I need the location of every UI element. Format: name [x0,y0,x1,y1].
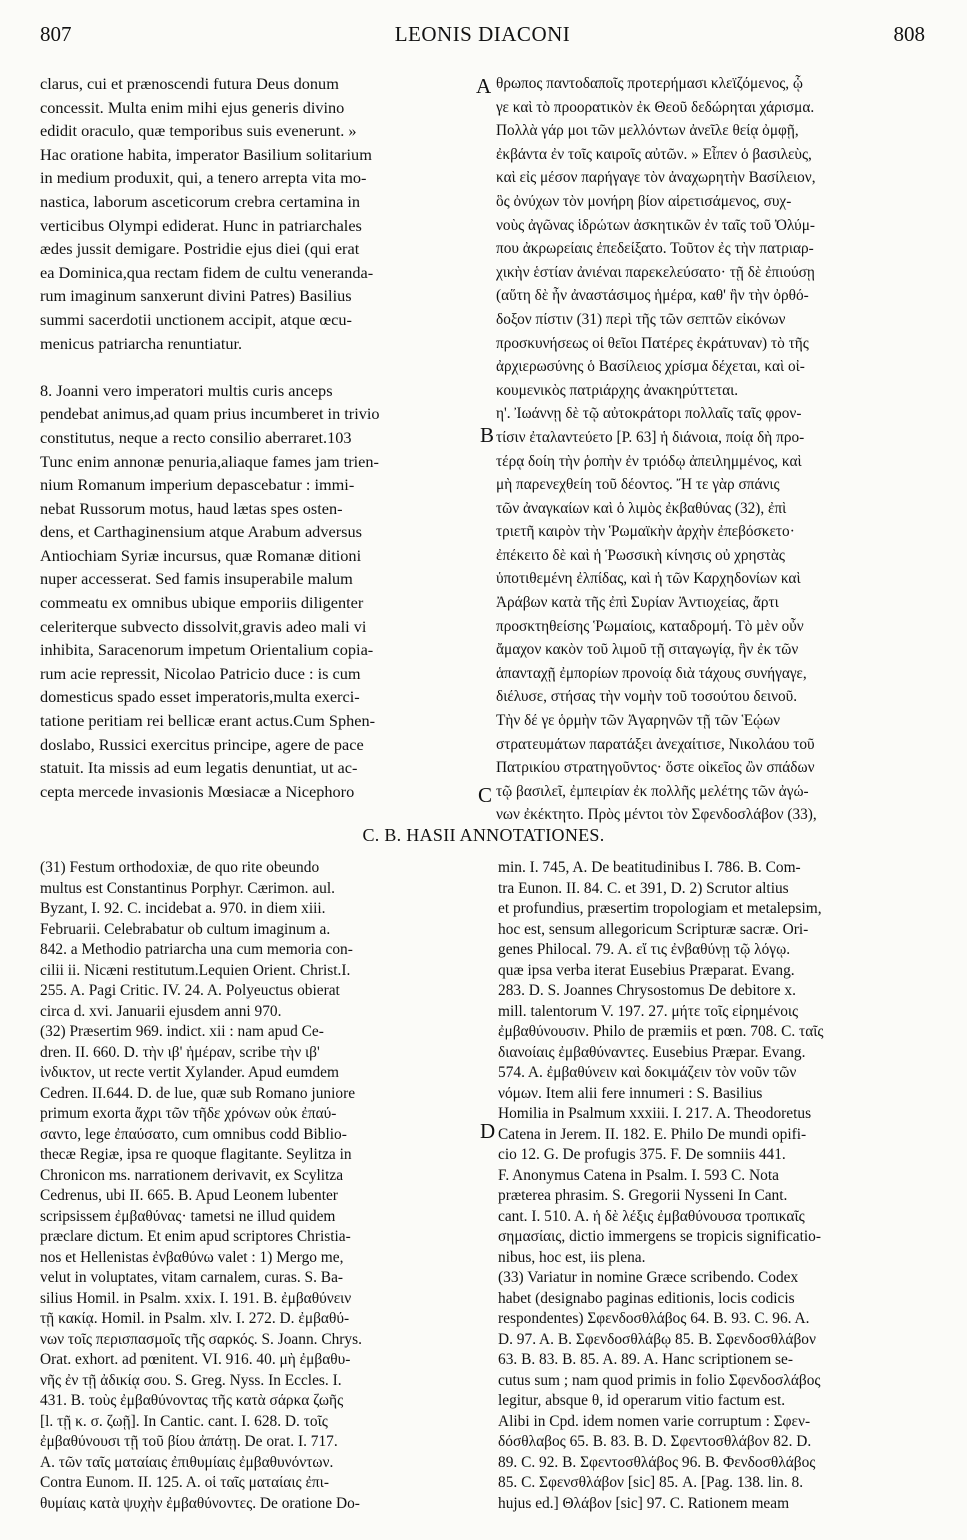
annotation-line: (31) Festum orthodoxiæ, de quo rite obeundo [40,859,320,876]
annotation-line: νων τοῖς περισπασμοῖς τῆς σαρκός. S. Joann. Chrys. [40,1330,362,1348]
annotation-line: νόμων. Item alii fere innumeri : S. Basilius [498,1084,763,1102]
annotation-line: respondentes) Σφενδοσθλάβος 64. B. 93. C. 96. A. [498,1310,810,1327]
annotations-left-column [40,858,468,1514]
greek-text-line: προσκυνήσεως οἱ θεῖοι Πατέρες ἐκράτυναν) τὸ τῆς [496,334,809,352]
greek-text-line: Ἀράβων κατὰ τῆς ἐπὶ Συρίαν Ἀντιοχείας, ἄρτι [496,594,779,612]
section-marker-a: A [476,74,492,98]
annotation-line: silius Homil. in Psalm. xxix. I. 191. B. ἐμβαθύνειν [40,1289,352,1307]
latin-text-line: cepta mercede invasionis Mœsiacæ a Nicephoro [40,781,355,801]
annotation-line: circa d. xvi. Januarii ejusdem anni 970. [40,1002,282,1020]
annotation-line: hujus ed.] Θλάβον [sic] 97. C. Rationem meam [498,1494,790,1512]
greek-text-line: Πατρικίου στρατηγοῦντος· ὅστε οἰκεῖος ὢν σπάδων [496,759,815,777]
latin-text-line: Antiochiam Syriæ incursus, quæ Romanæ ditioni [40,545,362,565]
annotation-line: Orat. exhort. ad pœnitent. VI. 916. 40. μὴ ἐμβαθυ- [40,1351,351,1368]
section-marker-b: B [480,423,495,447]
latin-text-line: rum imaginum sanxerunt divini Patres) Basilius [40,286,352,306]
greek-text-line: τέρᾳ δοίη τὴν ῥοπὴν ἐν τριόδῳ ἀπειλημμένος, καὶ [496,452,802,470]
latin-text-line: verticibus Olympi ediderat. Hunc in patriarchales [40,215,362,235]
annotation-line: σημασίαις, dictio immergens se tropicis significatio- [498,1228,821,1245]
annotation-line: Contra Eunom. II. 125. A. οἱ ταῖς ματαίαις ἐπι- [40,1474,329,1491]
greek-text-line: χικὴν ἑστίαν ἀνιέναι παρεκελεύσατο· τῇ δὲ ἐπιούσῃ [496,263,815,281]
page-number-left: 807 [40,22,72,46]
annotation-line: διανοίαις ἐμβαθύναντες. Eusebius Præpar. Evang. [498,1043,806,1061]
latin-text-line: commeatu ex omnibus ubique emporiis diligenter [40,593,364,613]
annotation-line: D. 97. A. B. Σφενδοσθλάβῳ 85. B. Σφενδοσθλάβον [498,1330,816,1348]
latin-text-line: celeriterque subvecto dissolvit,gravis adeo mali vi [40,616,367,636]
annotation-line: F. Anonymus Catena in Psalm. I. 593 C. Nota [498,1166,779,1184]
annotation-line: (33) Variatur in nomine Græce scribendo. Codex [498,1269,799,1286]
annotation-line: primum exorta ἄχρι τῶν τῆδε χρόνων οὐκ ἐπαύ- [40,1105,337,1122]
annotation-line: et profundius, præsertim tropologiam et metalepsim, [498,900,822,917]
latin-text-line: statuit. Ita missis ad eum legatis denuntiat, ut ac- [40,758,358,778]
latin-text-line: Hac oratione habita, imperator Basilium solitarium [40,144,372,164]
section-marker-c: C [478,783,493,807]
greek-text-line: θρωπος παντοδαποῖς προτερήμασι κλεϊζόμενος, ᾧ [496,75,803,92]
latin-text-line: domesticus spado esset imperatoris,multa exerci- [40,687,360,707]
greek-text-line: Πολλὰ γάρ μοι τῶν μελλόντων ἀνεῖλε θείᾳ ὀμφῇ, [496,122,799,140]
annotation-line: Chronicon ms. narrationem derivavit, ex Scylitza [40,1166,344,1184]
greek-text-line: ἐκβάντα ἐν τοῖς καιροῖς αὐτῶν. » Εἶπεν ὁ βασιλεὺς, [496,145,812,163]
greek-text-line: διέλυσε, στήσας τὴν νομὴν τοῦ τοσούτου δεινοῦ. [496,688,798,706]
annotation-line: cant. I. 510. A. ἡ δὲ λέξις ἐμβαθύνουσα τροπικαῖς [498,1207,805,1225]
greek-text-line: ἄμαχον κακὸν τοῦ λιμοῦ τῇ σιταγωγίᾳ, ἣν ἐκ τῶν [496,641,799,659]
annotation-line: legitur, absque θ, id operarum vitio factum est. [498,1392,786,1409]
latin-text-line: dens, et Carthaginensium atque Arabum adversus [40,522,362,542]
greek-text-line: μὴ παρενεχθείη τοῦ δέοντος. Ἤ τε γὰρ σπάνις [496,476,780,494]
annotation-line: Cedren. II.644. D. de lue, quæ sub Romano juniore [40,1084,356,1102]
latin-text-line: edidit oraculo, quæ temporibus suis evenerunt. » [40,121,357,141]
annotation-line: scripsissem ἐμβαθύνας· tametsi ne illud quidem [40,1207,336,1225]
annotation-line: mill. talentorum V. 197. 27. μήτε τοῖς εἰρημένοις [498,1002,799,1020]
greek-text-line: τῷ βασιλεῖ, ἐμπειρίαν ἐκ πολλῆς μελέτης τῶν ἀγώ- [496,782,809,800]
annotation-line: ἰνδικτον, ut recte vertit Xylander. Apud eumdem [40,1064,339,1081]
section-marker-d: D [480,1119,496,1143]
latin-text-line: nastica, laborum asceticorum crebra certamina in [40,191,361,211]
annotations-heading: C. B. HASII ANNOTATIONES. [362,825,605,845]
latin-text-line: 8. Joanni vero imperatori multis curis anceps [40,380,333,400]
greek-text-line: τριετῆ καιρὸν τὴν Ῥωμαϊκὴν ἀρχὴν ἐπεβόσκετο· [496,523,795,541]
latin-text-line: nebat Russorum motus, haud lætas spes osten- [40,498,343,518]
annotation-line: δόσθλαβος 65. B. 83. B. D. Σφεντοσθλάβον 82. D. [498,1433,812,1450]
latin-text-line: Tunc enim annonæ penuria,aliaque fames jam trien- [40,451,379,471]
annotation-line: genes Philocal. 79. A. εἴ τις ἐνβαθύνῃ τῷ λόγῳ. [498,941,791,958]
greek-text-line: ὑποτιθεμένη ἐλπίδας, καὶ ἡ τῶν Καρχηδονίων καὶ [496,570,801,588]
greek-text-line: κουμενικὸς πατριάρχης ἀνακηρύττεται. [496,381,739,399]
annotation-line: 255. A. Pagi Critic. IV. 24. A. Polyeuctus obierat [40,982,340,999]
annotation-line: Februarii. Celebrabatur ob cultum imaginum a. [40,920,331,938]
latin-text-line: menicus patriarcha renuntiatur. [40,333,243,353]
annotation-line: (32) Præsertim 969. indict. xii : nam apud Ce- [40,1023,324,1040]
annotation-line: 283. D. S. Joannes Chrysostomus De debitore x. [498,982,796,999]
annotation-line: tra Eunon. II. 84. C. et 391, D. 2) Scrutor altius [498,879,789,897]
latin-text-line: ædes jussit demigare. Postridie ejus diei (qui erat [40,239,360,259]
annotation-line: cilii ii. Nicæni restitutum.Lequien Orient. Christ.I. [40,961,351,979]
annotation-line: dren. II. 660. D. τὴν ιβ' ἡμέραν, scribe τὴν ιβ' [40,1043,320,1061]
latin-text-line: constitutus, neque a recto consilio aberraret.103 [40,427,352,447]
annotation-line: Homilia in Psalmum xxxiii. I. 217. A. Theodoretus [498,1105,812,1122]
greek-text-line: τίσιν ἐταλαντεύετο [P. 63] ἡ διάνοια, ποίᾳ δὴ προ- [496,428,805,446]
greek-text-line: δοξον πίστιν (31) περὶ τῆς τῶν σεπτῶν εἰκόνων [496,310,786,328]
greek-text-line: Τὴν δέ γε ὁρμὴν τῶν Ἀγαρηνῶν τῇ τῶν Ἑῴων [496,712,781,730]
latin-text-line: pendebat animus,ad quam prius incumberet in trivio [40,404,380,424]
annotation-line: habet (designabo paginas editionis, locis codicis [498,1289,795,1307]
annotation-line: θυμίαις κατὰ ψυχὴν ἐμβαθύνοντες. De oratione Do- [40,1494,360,1512]
greek-text-line: γε καὶ τὸ προορατικὸν ἐκ Θεοῦ δεδώρηται χάρισμα. [496,98,815,116]
greek-text-line: τῶν ἀναγκαίων καὶ ὁ λιμὸς ἐκβαθύνας (32), ἐπὶ [496,499,787,517]
running-header [40,22,925,52]
latin-text-line: in medium produxit, qui, a tenero arrepta vita mo- [40,168,367,188]
annotation-line: hoc est, sensum allegoricum Scripturæ sacræ. Ori- [498,920,809,938]
annotation-line: ἐμβαθύνουσι τῇ τοῦ βίου ἀπάτῃ. De orat. I. 717. [40,1433,338,1450]
annotation-line: nibus, hoc est, iis plena. [498,1248,646,1266]
annotation-line: Catena in Jerem. II. 182. E. Philo De mundi opifi- [498,1125,807,1143]
annotation-line: nos et Hellenistas ἐνβαθύνω valet : 1) Mergo me, [40,1248,344,1266]
greek-text-line: ἀρχιερωσύνης ὁ Βασίλειος χρίσμα δέχεται, καὶ οἰ- [496,358,805,376]
annotation-line: quæ ipsa verba iterat Eusebius Præparat. Evang. [498,961,795,979]
greek-text-line: ἐπέκειτο δὲ καὶ ἡ Ῥωσσικὴ κίνησις οὐ χρηστὰς [496,546,785,564]
annotation-line: [l. τῇ κ. σ. ζωῇ]. In Cantic. cant. I. 628. D. τοῖς [40,1412,328,1430]
annotation-line: 89. C. 92. B. Σφεντοσθλάβος 96. B. Φενδοσθλάβος [498,1453,816,1471]
annotation-line: Cedrenus, ubi II. 665. B. Apud Leonem lubenter [40,1187,338,1204]
latin-text-line: doslabo, Russici exercitus principe, agere de pace [40,734,364,754]
latin-text-line: summi sacerdotii unctionem accipit, atque œcu- [40,309,352,329]
annotation-line: velut in voluptates, vitam carnalem, curas. S. Ba- [40,1269,344,1286]
annotation-line: νῆς ἐν τῇ ἀδικίᾳ σου. S. Greg. Nyss. In Eccles. I. [40,1371,342,1389]
annotation-line: ἐμβαθύνουσιν. Philo de præmiis et pœn. 708. C. ταῖς [498,1023,824,1040]
annotation-line: multus est Constantinus Porphyr. Cærimon. aul. [40,879,335,897]
latin-text-line: clarus, cui et prænoscendi futura Deus donum [40,74,339,93]
annotation-line: 63. B. 83. B. 85. A. 89. A. Hanc scriptionem se- [498,1351,793,1368]
annotation-line: 85. C. Σφενσθλάβον [sic] 85. A. [Pag. 138. lin. 8. [498,1474,804,1491]
latin-text-line: tatione peritiam rei bellicæ erant actus.Cum Sphen- [40,711,376,731]
page-number-right: 808 [893,22,925,46]
greek-text-line: ἁπανταχῇ ἐμπορίων προνοίᾳ διὰ τάχους συνήγαγε, [496,664,807,682]
greek-text-line: στρατευμάτων παρατάξει ἀνεχαίτισε, Νικολάου τοῦ [496,735,815,753]
annotation-line: 431. B. τοὺς ἐμβαθύνοντας τῆς κατὰ σάρκα ζωῆς [40,1392,344,1409]
latin-text-line: inhibita, Saracenorum impetum Orientalium copia- [40,640,374,660]
greek-text-column [496,72,928,827]
latin-text-column [40,72,476,803]
annotation-line: præterea phrasim. S. Gregorii Nysseni In Cant. [498,1187,788,1204]
annotations-right-column [498,858,930,1514]
annotation-line: Byzant, I. 92. C. incidebat a. 970. in diem xiii. [40,900,326,917]
annotation-line: cutus sum ; nam quod primis in folio Σφενδοσλάβος [498,1371,821,1389]
annotation-line: præclare dictum. Et enim apud scriptores Christia- [40,1228,351,1245]
running-title: LEONIS DIACONI [394,22,571,46]
greek-text-line: που ἀκρωρείαις ἐπεδείξατο. Τοῦτον ἐς τὴν πατριαρ- [496,240,814,258]
annotation-line: 574. A. ἐμβαθύνειν καὶ δοκιμάζειν τὸν νοῦν τῶν [498,1064,797,1081]
annotation-line: 842. a Methodio patriarcha una cum memoria con- [40,941,353,958]
annotation-line: min. I. 745, A. De beatitudinibus I. 786. B. Com- [498,859,801,876]
greek-text-line: προσκτηθείσης Ῥωμαίοις, καταδρομή. Τὸ μὲν οὖν [496,617,804,635]
annotation-line: σαντο, lege ἐπαύσατο, cum omnibus codd Biblio- [40,1125,347,1143]
latin-text-line: nuper accesserat. Sed famis insuperabile malum [40,569,353,589]
greek-text-line: η'. Ἰωάννῃ δὲ τῷ αὐτοκράτορι πολλαῖς ταῖς φρον- [496,405,802,423]
greek-text-line: καὶ εἰς μέσον παρήγαγε τὸν ἀναχωρητὴν Βασίλειον, [496,169,816,187]
annotation-line: τῇ κακίᾳ. Homil. in Psalm. xlv. I. 272. D. ἐμβαθύ- [40,1310,350,1327]
latin-text-line: nium Romanum imperium depascebatur : immi- [40,475,355,495]
greek-text-line: (αὕτη δὲ ἦν ἀναστάσιμος ἡμέρα, καθ' ἣν τὴν ὀρθό- [496,287,809,305]
annotation-line: cio 12. G. De profugis 375. F. De somniis 441. [498,1146,786,1163]
latin-text-line [40,355,476,379]
latin-text-line: concessit. Multa enim mihi ejus generis divino [40,97,345,117]
annotation-line: thecæ Regiæ, ipsa re quoque flagitante. Seylitza in [40,1146,352,1163]
annotation-line: Alibi in Cpd. idem nomen varie corruptum : Σφεν- [498,1412,811,1430]
greek-text-line: ὃς ὀνύχων τὸν μονήρη βίον αἱρετισάμενος, συχ- [496,192,792,210]
greek-text-line: νων ἐκέκτητο. Πρὸς μέντοι τὸν Σφενδοσλάβον (33), [496,806,817,824]
latin-text-line: rum acie repressit, Nicolao Patricio duce : is cum [40,663,361,683]
latin-text-line: ea Dominica,qua rectam fidem de cultu veneranda- [40,262,374,282]
greek-text-line: νοὺς ἀγῶνας ἱδρώτων ἀσκητικῶν ἐν ταῖς τοῦ Ὀλύμ- [496,216,816,234]
annotation-line: A. τῶν ταῖς ματαίαις ἐπιθυμίαις ἐμβαθυνόντων. [40,1453,334,1471]
